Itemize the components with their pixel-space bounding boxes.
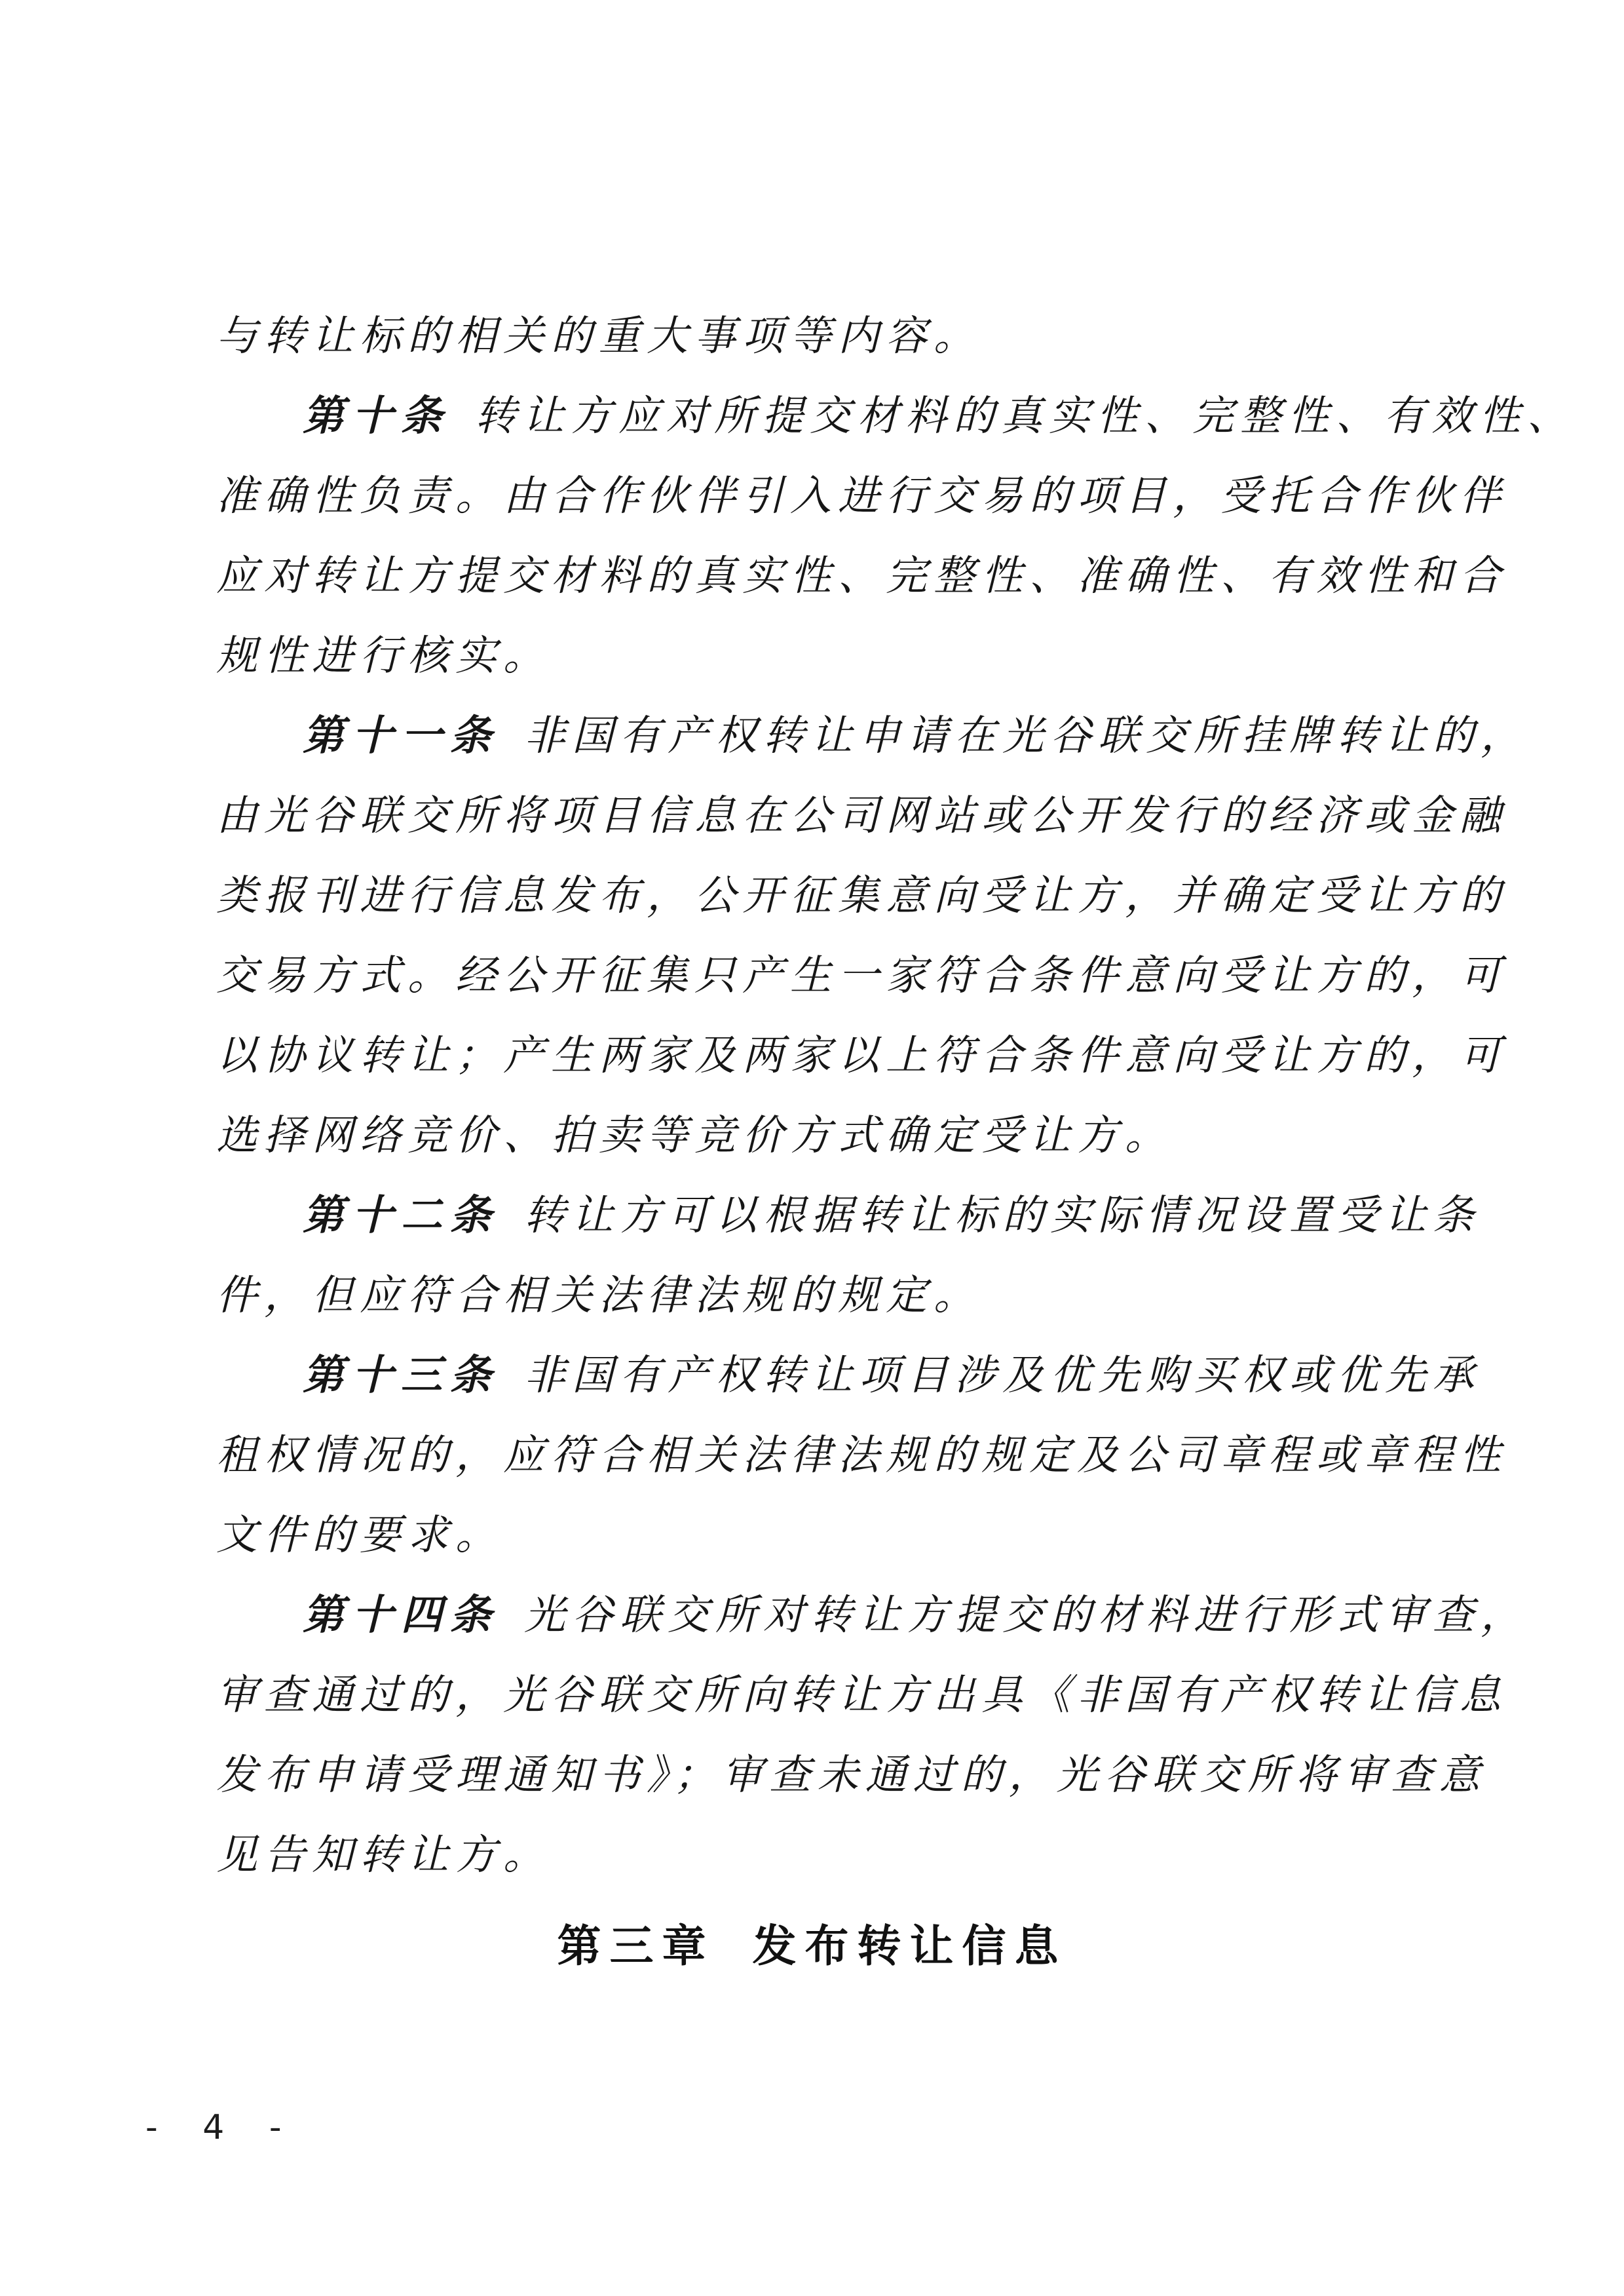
text-line: [216, 856, 1507, 936]
line-text: 文件的要求。: [216, 1511, 503, 1559]
article-number: 第十三条: [303, 1351, 499, 1399]
line-text: 类报刊进行信息发布，公开征集意向受让方，并确定受让方的: [216, 871, 1507, 919]
text-line: [216, 1176, 1481, 1255]
line-text: 件，但应符合相关法律法规的规定。: [216, 1271, 981, 1319]
text-line: [216, 1815, 1443, 1895]
text-line: [216, 776, 1507, 856]
line-text: 非国有产权转让项目涉及优先购买权或优先承: [524, 1351, 1481, 1399]
text-line: [216, 1415, 1507, 1495]
line-text: 非国有产权转让申请在光谷联交所挂牌转让的，: [524, 712, 1528, 759]
line-text: 转让方可以根据转让标的实际情况设置受让条: [524, 1191, 1481, 1239]
line-text: 交易方式。经公开征集只产生一家符合条件意向受让方的，可: [216, 951, 1507, 999]
text-line: [216, 296, 1443, 376]
line-text: 以协议转让；产生两家及两家以上符合条件意向受让方的，可: [216, 1031, 1507, 1079]
text-line: [216, 456, 1507, 536]
document-body: [216, 296, 1575, 1895]
text-line: [216, 1335, 1481, 1415]
text-line: [216, 1735, 1487, 1815]
line-text: 应对转让方提交材料的真实性、完整性、准确性、有效性和合: [216, 552, 1507, 600]
article-number: 第十二条: [303, 1191, 499, 1239]
text-line: [216, 536, 1507, 616]
line-text: 选择网络竞价、拍卖等竞价方式确定受让方。: [216, 1111, 1173, 1159]
article-number: 第十四条: [303, 1591, 499, 1639]
chapter-heading: [0, 1917, 1624, 1976]
line-text: 准确性负责。由合作伙伴引入进行交易的项目，受托合作伙伴: [216, 472, 1507, 520]
line-text: 由光谷联交所将项目信息在公司网站或公开发行的经济或金融: [216, 792, 1507, 839]
text-line: [216, 1016, 1507, 1096]
text-line: [216, 1096, 1443, 1176]
text-line: [216, 616, 1443, 696]
text-line: [216, 936, 1507, 1016]
text-line: [216, 1575, 1528, 1655]
line-text: 发布申请受理通知书》；审查未通过的，光谷联交所将审查意: [216, 1751, 1487, 1799]
line-text: 规性进行核实。: [216, 632, 551, 679]
text-line: [216, 1655, 1507, 1735]
article-number: 第十条: [303, 392, 450, 440]
page-number: - 4 -: [145, 2108, 299, 2147]
line-text: 光谷联交所对转让方提交的材料进行形式审查，: [524, 1591, 1528, 1639]
line-text: 见告知转让方。: [216, 1831, 551, 1879]
line-text: 与转让标的相关的重大事项等内容。: [216, 312, 981, 360]
line-text: 审查通过的，光谷联交所向转让方出具《非国有产权转让信息: [216, 1671, 1507, 1719]
chapter-number: 第三章: [557, 1921, 715, 1972]
line-text: 转让方应对所提交材料的真实性、完整性、有效性、: [475, 392, 1575, 440]
text-line: [216, 696, 1528, 776]
text-line: [216, 1255, 1443, 1335]
article-number: 第十一条: [303, 712, 499, 759]
line-text: 租权情况的，应符合相关法律法规的规定及公司章程或章程性: [216, 1431, 1507, 1479]
text-line: [216, 376, 1575, 456]
chapter-title: 发布转让信息: [752, 1921, 1067, 1972]
text-line: [216, 1495, 1443, 1575]
